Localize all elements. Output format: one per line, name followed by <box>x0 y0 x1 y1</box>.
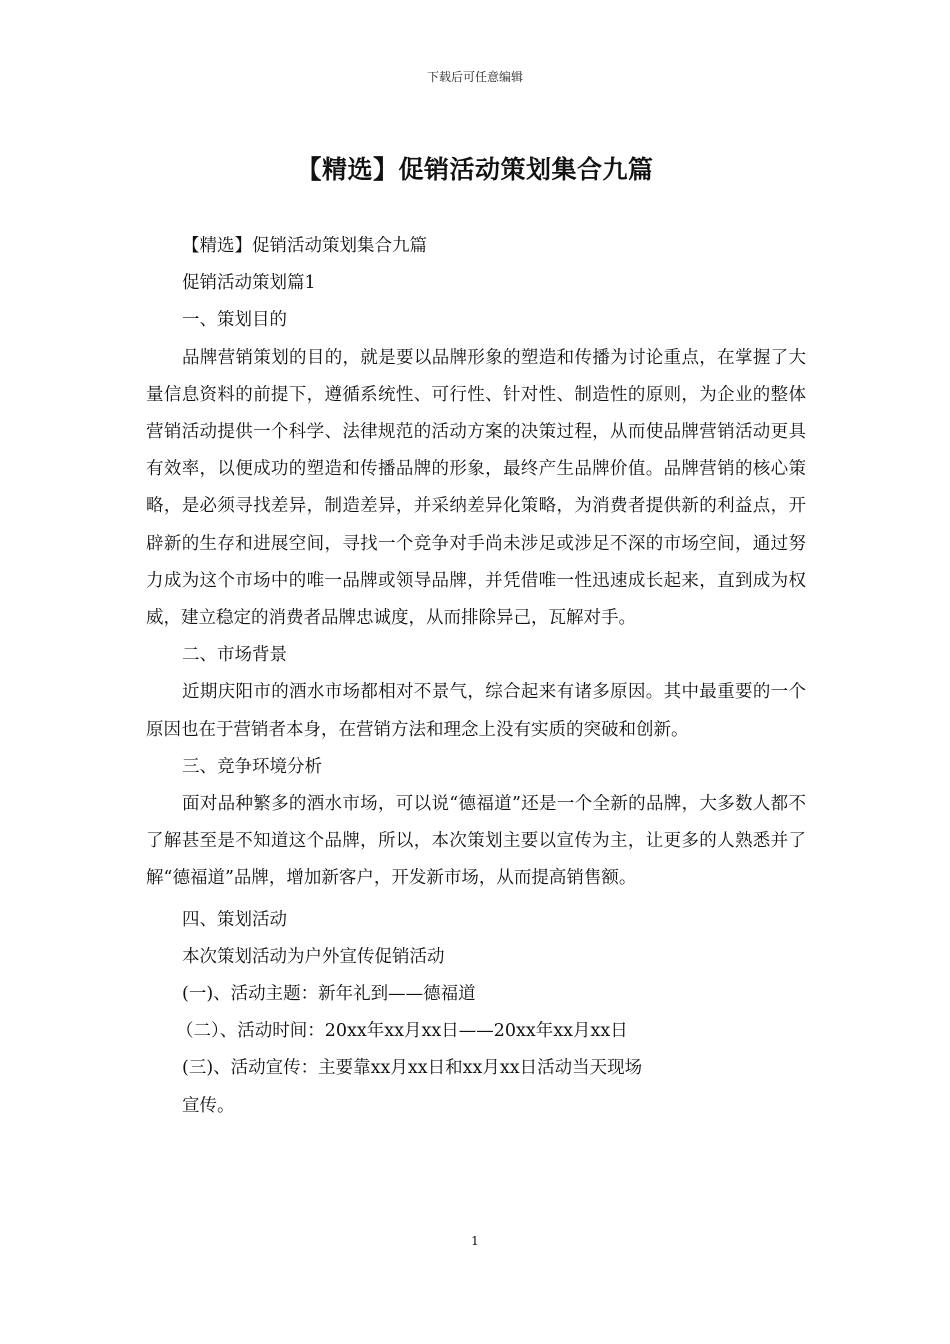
paragraph-competition-text: 面对品种繁多的酒水市场，可以说“德福道”还是一个全新的品牌，大多数人都不了解甚至是不知道这个品牌，所以，本次策划主要以宣传为主，让更多的人熟悉并了解“德福道”品牌，增加新客户，开发新市场，从而提高销售额。 <box>146 794 806 889</box>
paragraph-heading-purpose: 一、策划目的 <box>182 310 287 331</box>
document-body <box>146 228 806 1125</box>
document-title: 【精选】促销活动策划集合九篇 <box>296 155 654 184</box>
paragraph-market-text: 近期庆阳市的酒水市场都相对不景气，综合起来有诸多原因。其中最重要的一个原因也在于营销者本身，在营销方法和理念上没有实质的突破和创新。 <box>146 682 806 740</box>
paragraph-heading-competition: 三、竞争环境分析 <box>182 756 322 777</box>
paragraph-subtitle: 【精选】促销活动策划集合九篇 <box>182 236 427 256</box>
paragraph-activity-promotion-cont: 宣传。 <box>182 1095 235 1116</box>
paragraph-activity-text: 本次策划活动为户外宣传促销活动 <box>182 946 445 967</box>
paragraph-activity-theme: (一)、活动主题：新年礼到——德福道 <box>182 984 476 1005</box>
page-number: 1 <box>471 1234 479 1248</box>
header-note: 下载后可任意编辑 <box>426 70 523 84</box>
paragraph-section-heading: 促销活动策划篇1 <box>182 273 316 294</box>
paragraph-activity-promotion: (三)、活动宣传：主要靠xx月xx日和xx月xx日活动当天现场 <box>182 1058 643 1079</box>
paragraph-heading-activity: 四、策划活动 <box>182 909 287 930</box>
paragraph-heading-market: 二、市场背景 <box>182 645 287 666</box>
paragraph-activity-time: （二）、活动时间：20xx年xx月xx日——20xx年xx月xx日 <box>176 1021 628 1042</box>
paragraph-purpose-text: 品牌营销策划的目的，就是要以品牌形象的塑造和传播为讨论重点，在掌握了大量信息资料的前提下，遵循系统性、可行性、针对性、制造性的原则，为企业的整体营销活动提供一个科学、法律规范的活动方案的决策过程，从而使品牌营销活动更具有效率，以便成功的塑造和传播品牌的形象，最终产生品牌价值。品牌营销的核心策略，是必须寻找差异，制造差异，并采纳差异化策略，为消费者提供新的利益点，开辟新的生存和进展空间，寻找一个竞争对手尚未涉足或涉足不深的市场空间，通过努力成为这个市场中的唯一品牌或领导品牌，并凭借唯一性迅速成长起来，直到成为权威，建立稳定的消费者品牌忠诚度，从而排除异己，瓦解对手。 <box>146 347 806 629</box>
